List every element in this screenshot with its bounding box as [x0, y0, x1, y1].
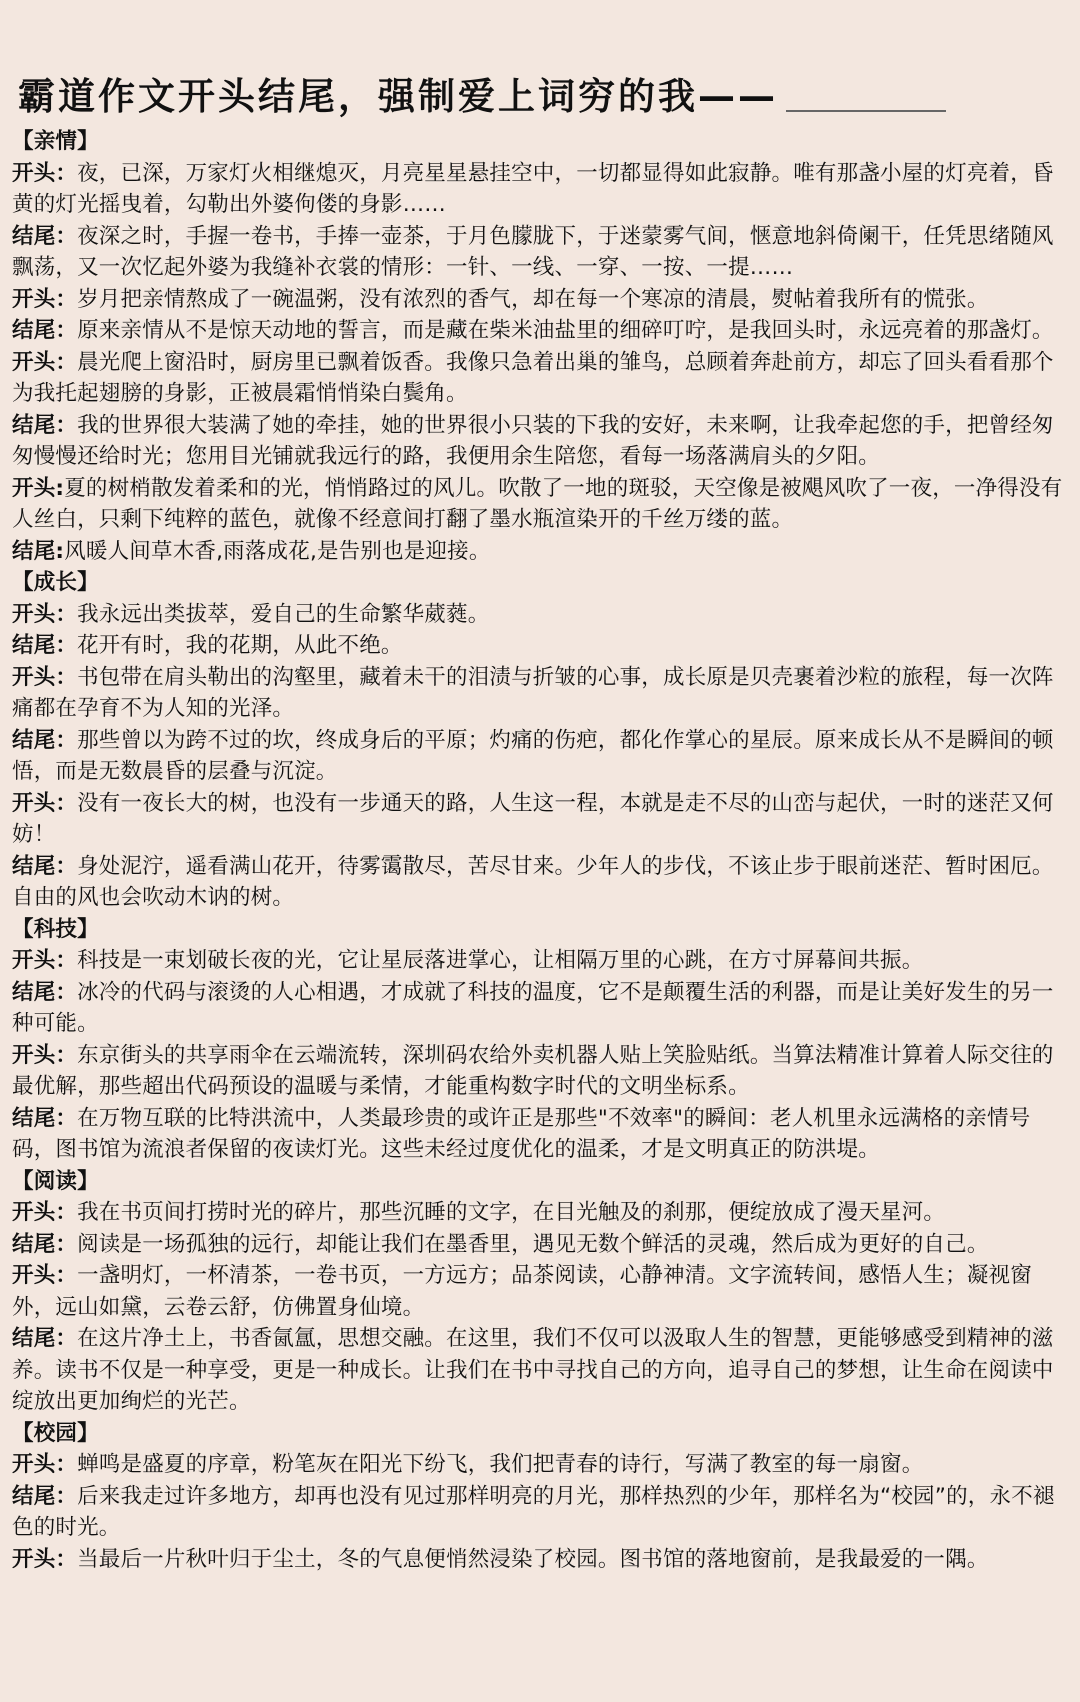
essay-paragraph	[12, 1544, 1070, 1576]
essay-paragraph	[12, 284, 1070, 316]
title-blank-underline	[786, 109, 946, 112]
essay-paragraph	[12, 158, 1070, 221]
paragraph-label: 开头：	[12, 286, 78, 312]
essay-paragraph	[12, 410, 1070, 473]
paragraph-text: 晨光爬上窗沿时，厨房里已飘着饭香。我像只急着出巢的雏鸟，总顾着奔赴前方，却忘了回头看看那个为我托起翅膀的身影，正被晨霜悄悄染白鬓角。	[12, 349, 1054, 406]
paragraph-text: 东京街头的共享雨伞在云端流转，深圳码农给外卖机器人贴上笑脸贴纸。当算法精准计算着人际交往的最优解，那些超出代码预设的温暖与柔情，才能重构数字时代的文明坐标系。	[12, 1042, 1054, 1099]
paragraph-label: 开头：	[12, 1546, 78, 1572]
paragraph-label: 开头：	[12, 349, 78, 375]
paragraph-label: 结尾：	[12, 223, 78, 249]
essay-paragraph	[12, 599, 1070, 631]
paragraph-text: 没有一夜长大的树，也没有一步通天的路，人生这一程，本就是走不尽的山峦与起伏，一时的迷茫又何妨！	[12, 790, 1054, 847]
paragraph-text: 蝉鸣是盛夏的序章，粉笔灰在阳光下纷飞，我们把青春的诗行，写满了教室的每一扇窗。	[77, 1452, 924, 1477]
paragraph-label: 结尾：	[12, 979, 78, 1005]
section-heading: 【阅读】	[12, 1168, 99, 1194]
paragraph-text: 岁月把亲情熬成了一碗温粥，没有浓烈的香气，却在每一个寒凉的清晨，熨帖着我所有的慌张。	[77, 286, 989, 312]
paragraph-text: 花开有时，我的花期，从此不绝。	[77, 633, 403, 658]
essay-paragraph	[12, 1260, 1070, 1323]
paragraph-label: 结尾：	[12, 1326, 78, 1351]
paragraph-label: 结尾：	[12, 412, 78, 438]
paragraph-text: 当最后一片秋叶归于尘土，冬的气息便悄然浸染了校园。图书馆的落地窗前，是我最爱的一隅。	[77, 1546, 989, 1572]
paragraph-label: 开头：	[12, 1042, 78, 1068]
essay-paragraph	[12, 1229, 1070, 1261]
paragraph-text: 那些曾以为跨不过的坎，终成身后的平原；灼痛的伤疤，都化作掌心的星辰。原来成长从不是瞬间的顿悟，而是无数晨昏的层叠与沉淀。	[12, 727, 1054, 784]
paragraph-text: 科技是一束划破长夜的光，它让星辰落进掌心，让相隔万里的心跳，在方寸屏幕间共振。	[77, 948, 924, 973]
essay-paragraph	[12, 1323, 1070, 1418]
essay-paragraph	[12, 1449, 1070, 1481]
page-title: 霸道作文开头结尾，强制爱上词穷的我——	[18, 75, 778, 118]
paragraph-label: 结尾：	[12, 1231, 78, 1257]
essay-paragraph	[12, 315, 1070, 347]
paragraph-label: 结尾：	[12, 633, 78, 658]
paragraph-text: 夏的树梢散发着柔和的光，悄悄路过的风儿。吹散了一地的斑驳，天空像是被飓风吹了一夜，一净得没有人丝白，只剩下纯粹的蓝色，就像不经意间打翻了墨水瓶渲染开的千丝万缕的蓝。	[12, 475, 1063, 532]
title-row	[18, 72, 1070, 122]
paragraph-label: 开头：	[12, 664, 78, 690]
paragraph-label: 开头：	[12, 1200, 78, 1225]
paragraph-label: 结尾：	[12, 853, 78, 879]
essay-paragraph	[12, 473, 1070, 536]
paragraph-text: 冰冷的代码与滚烫的人心相遇，才成就了科技的温度，它不是颠覆生活的利器，而是让美好发生的另一种可能。	[12, 979, 1054, 1036]
paragraph-text: 一盏明灯，一杯清茶，一卷书页，一方远方；品茶阅读，心静神清。文字流转间，感悟人生；凝视窗外，远山如黛，云卷云舒，仿佛置身仙境。	[12, 1263, 1032, 1320]
essay-paragraph	[12, 662, 1070, 725]
paragraph-text: 书包带在肩头勒出的沟壑里，藏着未干的泪渍与折皱的心事，成长原是贝壳裹着沙粒的旅程，每一次阵痛都在孕育不为人知的光泽。	[12, 664, 1054, 721]
paragraph-text: 阅读是一场孤独的远行，却能让我们在墨香里，遇见无数个鲜活的灵魂，然后成为更好的自己。	[77, 1231, 989, 1257]
paragraph-text: 夜深之时，手握一卷书，手捧一壶茶，于月色朦胧下，于迷蒙雾气间，惬意地斜倚阑干，任凭思绪随风飘荡，又一次忆起外婆为我缝补衣裳的情形：一针、一线、一穿、一按、一提……	[12, 223, 1054, 280]
essay-paragraph	[12, 1103, 1070, 1166]
essay-paragraph	[12, 221, 1070, 284]
paragraph-text: 我永远出类拔萃，爱自己的生命繁华葳蕤。	[77, 601, 490, 627]
essay-paragraph	[12, 851, 1070, 914]
document-content	[12, 126, 1070, 1575]
essay-paragraph	[12, 1197, 1070, 1229]
paragraph-label: 结尾：	[12, 318, 78, 343]
paragraph-text: 在这片净土上，书香氤氲，思想交融。在这里，我们不仅可以汲取人生的智慧，更能够感受到精神的滋养。读书不仅是一种享受，更是一种成长。让我们在书中寻找自己的方向，追寻自己的梦想，让生命在阅读中绽放出更加绚烂的光芒。	[12, 1326, 1054, 1414]
paragraph-label: 开头:	[12, 475, 65, 501]
paragraph-text: 夜，已深，万家灯火相继熄灭，月亮星星悬挂空中，一切都显得如此寂静。唯有那盏小屋的灯亮着，昏黄的灯光摇曳着，勾勒出外婆佝偻的身影……	[12, 160, 1054, 217]
paragraph-label: 结尾：	[12, 727, 78, 753]
paragraph-label: 结尾：	[12, 1483, 78, 1509]
paragraph-text: 我在书页间打捞时光的碎片，那些沉睡的文字，在目光触及的刹那，便绽放成了漫天星河。	[77, 1200, 946, 1225]
paragraph-text: 风暖人间草木香,雨落成花,是告别也是迎接。	[64, 538, 491, 564]
paragraph-label: 开头：	[12, 601, 78, 627]
paragraph-text: 在万物互联的比特洪流中，人类最珍贵的或许正是那些"不效率"的瞬间：老人机里永远满格的亲情号码，图书馆为流浪者保留的夜读灯光。这些未经过度优化的温柔，才是文明真正的防洪堤。	[12, 1105, 1031, 1162]
section-heading: 【亲情】	[12, 129, 99, 154]
essay-paragraph	[12, 977, 1070, 1040]
section-heading: 【科技】	[12, 916, 99, 942]
paragraph-text: 我的世界很大装满了她的牵挂，她的世界很小只装的下我的安好，未来啊，让我牵起您的手，把曾经匆匆慢慢还给时光；您用目光铺就我远行的路，我便用余生陪您，看每一场落满肩头的夕阳。	[12, 412, 1054, 469]
essay-paragraph	[12, 536, 1070, 568]
paragraph-text: 身处泥泞，遥看满山花开，待雾霭散尽，苦尽甘来。少年人的步伐，不该止步于眼前迷茫、暂时困厄。自由的风也会吹动木讷的树。	[12, 853, 1054, 910]
essay-paragraph	[12, 945, 1070, 977]
paragraph-label: 开头：	[12, 1452, 78, 1477]
paragraph-label: 开头：	[12, 160, 78, 186]
essay-paragraph	[12, 347, 1070, 410]
paragraph-label: 结尾:	[12, 538, 65, 564]
essay-paragraph	[12, 1481, 1070, 1544]
essay-paragraph	[12, 725, 1070, 788]
essay-paragraph	[12, 788, 1070, 851]
paragraph-label: 开头：	[12, 790, 78, 816]
paragraph-label: 结尾：	[12, 1105, 78, 1131]
paragraph-text: 原来亲情从不是惊天动地的誓言，而是藏在柴米油盐里的细碎叮咛，是我回头时，永远亮着的那盏灯。	[77, 318, 1054, 343]
section-heading: 【成长】	[12, 570, 99, 595]
paragraph-text: 后来我走过许多地方，却再也没有见过那样明亮的月光，那样热烈的少年，那样名为“校园”的，永不褪色的时光。	[12, 1483, 1055, 1540]
section-heading: 【校园】	[12, 1420, 99, 1446]
paragraph-label: 开头：	[12, 948, 78, 973]
essay-paragraph	[12, 1040, 1070, 1103]
paragraph-label: 开头：	[12, 1263, 78, 1288]
essay-paragraph	[12, 630, 1070, 662]
